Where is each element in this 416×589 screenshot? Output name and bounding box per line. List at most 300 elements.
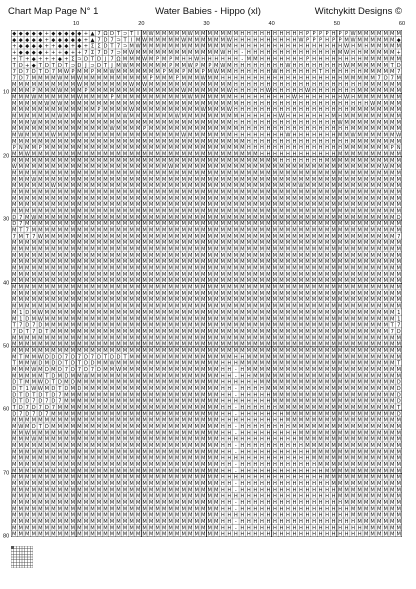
chart-symbol: M <box>51 126 55 132</box>
chart-symbol: M <box>194 44 198 50</box>
chart-symbol: M <box>390 487 394 493</box>
chart-symbol: M <box>318 386 322 392</box>
chart-symbol: M <box>168 240 172 246</box>
chart-symbol: M <box>58 310 62 316</box>
chart-symbol: M <box>221 234 225 240</box>
chart-symbol: M <box>38 278 42 284</box>
chart-symbol: M <box>312 215 316 221</box>
chart-symbol: M <box>221 209 225 215</box>
chart-symbol: M <box>84 310 88 316</box>
chart-symbol: H <box>319 468 323 474</box>
chart-symbol: P <box>306 37 309 43</box>
chart-symbol: M <box>142 354 146 360</box>
chart-symbol: M <box>390 37 394 43</box>
chart-symbol: M <box>273 234 277 240</box>
chart-symbol: M <box>97 380 101 386</box>
chart-symbol: M <box>279 164 283 170</box>
chart-symbol: M <box>162 500 166 506</box>
chart-symbol: H <box>312 506 316 512</box>
chart-symbol: M <box>292 405 296 411</box>
chart-symbol: M <box>214 468 218 474</box>
chart-symbol: H <box>273 405 277 411</box>
chart-symbol: M <box>194 202 198 208</box>
chart-symbol: M <box>181 196 185 202</box>
chart-symbol: H <box>260 126 264 132</box>
chart-symbol: H <box>332 44 336 50</box>
chart-symbol: M <box>357 468 361 474</box>
chart-symbol: H <box>299 519 303 525</box>
chart-symbol: M <box>90 449 94 455</box>
chart-symbol: M <box>64 481 68 487</box>
chart-symbol: M <box>383 449 387 455</box>
chart-symbol: M <box>45 158 49 164</box>
chart-symbol: M <box>214 310 218 316</box>
chart-symbol: M <box>351 215 355 221</box>
chart-symbol: M <box>58 316 62 322</box>
chart-symbol: M <box>266 272 270 278</box>
chart-symbol: 7 <box>378 75 381 81</box>
chart-symbol: M <box>38 506 42 512</box>
chart-symbol: M <box>90 468 94 474</box>
chart-symbol: M <box>136 120 140 126</box>
chart-symbol: M <box>201 437 205 443</box>
chart-symbol: M <box>357 297 361 303</box>
chart-symbol: M <box>344 316 348 322</box>
chart-symbol: M <box>325 418 329 424</box>
chart-symbol: M <box>77 443 81 449</box>
chart-symbol: M <box>357 209 361 215</box>
chart-symbol: M <box>286 247 290 253</box>
chart-symbol: M <box>370 506 374 512</box>
chart-symbol: H <box>345 532 349 537</box>
chart-symbol: M <box>188 190 192 196</box>
chart-symbol: M <box>38 418 42 424</box>
chart-symbol: M <box>194 418 198 424</box>
chart-symbol: M <box>377 151 381 157</box>
chart-symbol: M <box>58 177 62 183</box>
chart-symbol: M <box>90 487 94 493</box>
chart-symbol: M <box>247 354 251 360</box>
chart-symbol: M <box>32 285 36 291</box>
chart-symbol: M <box>64 88 68 94</box>
chart-symbol: M <box>338 234 342 240</box>
chart-symbol: M <box>338 468 342 474</box>
chart-symbol: M <box>51 234 55 240</box>
chart-symbol: M <box>344 234 348 240</box>
chart-symbol: M <box>155 519 159 525</box>
chart-symbol: M <box>201 31 205 37</box>
chart-symbol: M <box>240 145 244 151</box>
chart-symbol: M <box>12 475 16 481</box>
chart-symbol: M <box>194 424 198 430</box>
chart-symbol: M <box>188 335 192 341</box>
chart-symbol: T <box>38 424 43 430</box>
chart-symbol: H <box>266 120 270 126</box>
chart-symbol: M <box>25 456 29 462</box>
chart-symbol: M <box>97 462 101 468</box>
chart-symbol: H <box>306 107 310 113</box>
chart-symbol: M <box>84 475 88 481</box>
chart-symbol: M <box>344 240 348 246</box>
chart-symbol: M <box>377 247 381 253</box>
chart-symbol: M <box>110 342 114 348</box>
chart-symbol: M <box>201 145 205 151</box>
chart-symbol: W <box>116 367 121 373</box>
chart-symbol: M <box>273 158 277 164</box>
chart-symbol: M <box>149 221 153 227</box>
chart-symbol: H <box>306 132 310 138</box>
chart-symbol: M <box>136 221 140 227</box>
chart-symbol: M <box>312 310 316 316</box>
chart-symbol: M <box>383 399 387 405</box>
chart-symbol: M <box>71 342 75 348</box>
chart-symbol: W <box>77 75 82 81</box>
chart-symbol: M <box>377 139 381 145</box>
chart-symbol: H <box>260 500 264 506</box>
chart-symbol: M <box>396 449 400 455</box>
chart-symbol: M <box>188 354 192 360</box>
chart-symbol: M <box>344 456 348 462</box>
chart-symbol: H <box>332 139 336 145</box>
chart-symbol: M <box>364 126 368 132</box>
chart-symbol: M <box>364 82 368 88</box>
chart-symbol: M <box>201 500 205 506</box>
chart-symbol: M <box>84 139 88 145</box>
chart-symbol: M <box>175 170 179 176</box>
chart-symbol: M <box>38 525 42 531</box>
chart-symbol: M <box>286 361 290 367</box>
chart-symbol: M <box>162 145 166 151</box>
chart-symbol: H <box>332 107 336 113</box>
chart-symbol: M <box>84 437 88 443</box>
chart-symbol: M <box>175 228 179 234</box>
chart-symbol: H <box>253 468 257 474</box>
chart-symbol: H <box>286 424 290 430</box>
chart-symbol: H <box>306 101 310 107</box>
chart-symbol: H <box>286 532 290 537</box>
chart-symbol: M <box>123 145 127 151</box>
chart-symbol: M <box>331 316 335 322</box>
chart-symbol: H <box>299 126 303 132</box>
chart-symbol: M <box>123 240 127 246</box>
chart-symbol: M <box>90 145 94 151</box>
chart-symbol: M <box>370 253 374 259</box>
chart-symbol: M <box>227 323 231 329</box>
chart-symbol: M <box>364 266 368 272</box>
chart-symbol: M <box>390 468 394 474</box>
chart-symbol: M <box>19 291 23 297</box>
chart-symbol: ◆ <box>12 31 16 37</box>
chart-symbol: M <box>325 170 329 176</box>
chart-symbol: M <box>77 456 81 462</box>
chart-symbol: H <box>234 44 238 50</box>
chart-symbol: M <box>162 399 166 405</box>
chart-symbol: M <box>149 329 153 335</box>
chart-symbol: M <box>45 386 49 392</box>
chart-symbol: M <box>129 253 133 259</box>
chart-symbol: M <box>123 107 127 113</box>
chart-symbol: T <box>122 37 127 43</box>
chart-symbol: M <box>292 209 296 215</box>
chart-symbol: M <box>364 75 368 81</box>
chart-symbol: M <box>279 399 283 405</box>
chart-symbol: M <box>194 151 198 157</box>
chart-symbol: M <box>240 323 244 329</box>
chart-symbol: M <box>71 348 75 354</box>
chart-symbol: M <box>396 475 400 481</box>
chart-symbol: M <box>188 253 192 259</box>
chart-symbol: M <box>357 361 361 367</box>
chart-symbol: M <box>396 113 400 119</box>
chart-symbol: M <box>364 190 368 196</box>
chart-symbol: M <box>155 449 159 455</box>
chart-symbol: M <box>390 196 394 202</box>
chart-symbol: M <box>266 278 270 284</box>
chart-symbol: M <box>377 196 381 202</box>
chart-symbol: H <box>247 487 251 493</box>
chart-symbol: M <box>116 329 120 335</box>
chart-symbol: M <box>351 418 355 424</box>
chart-symbol: M <box>77 373 81 379</box>
chart-symbol: M <box>338 202 342 208</box>
chart-symbol: M <box>168 247 172 253</box>
chart-symbol: M <box>168 177 172 183</box>
chart-symbol: H <box>325 506 329 512</box>
chart-symbol: ◆ <box>25 44 29 50</box>
chart-symbol: M <box>208 170 212 176</box>
chart-symbol: H <box>293 519 297 525</box>
chart-symbol: M <box>208 392 212 398</box>
chart-symbol: M <box>208 373 212 379</box>
chart-symbol: H <box>319 475 323 481</box>
chart-symbol: M <box>338 348 342 354</box>
chart-symbol: M <box>25 354 29 360</box>
chart-symbol: D <box>71 361 75 367</box>
chart-symbol: M <box>181 348 185 354</box>
chart-symbol: M <box>142 487 146 493</box>
chart-symbol: M <box>162 532 166 537</box>
chart-symbol: H <box>312 107 316 113</box>
chart-symbol: M <box>331 164 335 170</box>
chart-symbol: M <box>312 209 316 215</box>
chart-symbol: M <box>338 354 342 360</box>
chart-symbol: M <box>142 259 146 265</box>
chart-symbol: M <box>221 228 225 234</box>
chart-symbol: M <box>181 158 185 164</box>
chart-symbol: M <box>162 209 166 215</box>
chart-symbol: M <box>194 361 198 367</box>
chart-symbol: M <box>97 240 101 246</box>
chart-symbol: M <box>208 316 212 322</box>
chart-symbol: M <box>175 475 179 481</box>
chart-symbol: M <box>19 107 23 113</box>
chart-symbol: M <box>116 519 120 525</box>
chart-symbol: M <box>201 82 205 88</box>
chart-symbol: M <box>312 196 316 202</box>
chart-symbol: M <box>325 437 329 443</box>
chart-symbol: M <box>142 190 146 196</box>
chart-symbol: M <box>396 348 400 354</box>
chart-symbol: M <box>240 190 244 196</box>
chart-symbol: M <box>181 202 185 208</box>
chart-symbol: M <box>253 348 257 354</box>
chart-symbol: M <box>168 266 172 272</box>
chart-symbol: M <box>214 386 218 392</box>
chart-symbol: M <box>77 437 81 443</box>
chart-symbol: M <box>162 506 166 512</box>
chart-symbol: M <box>142 335 146 341</box>
chart-symbol: M <box>58 253 62 259</box>
chart-symbol: M <box>110 494 114 500</box>
chart-symbol: H <box>286 500 290 506</box>
chart-symbol: M <box>175 259 179 265</box>
chart-symbol: M <box>155 69 159 75</box>
chart-symbol: M <box>312 202 316 208</box>
chart-symbol: P <box>312 31 315 37</box>
chart-symbol: M <box>123 94 127 100</box>
chart-symbol: M <box>90 113 94 119</box>
chart-symbol: T <box>129 31 134 37</box>
chart-symbol: M <box>58 500 62 506</box>
chart-symbol: M <box>279 316 283 322</box>
chart-symbol: M <box>168 373 172 379</box>
chart-symbol: H <box>351 525 355 531</box>
chart-symbol: M <box>25 259 29 265</box>
chart-symbol: H <box>345 525 349 531</box>
chart-symbol: H <box>325 75 329 81</box>
chart-symbol: M <box>116 259 120 265</box>
chart-symbol: H <box>306 456 310 462</box>
chart-symbol: M <box>390 126 394 132</box>
chart-symbol: M <box>25 494 29 500</box>
chart-symbol: M <box>390 50 394 56</box>
chart-symbol: M <box>110 291 114 297</box>
chart-symbol: H <box>345 513 349 519</box>
chart-symbol: M <box>221 348 225 354</box>
chart-symbol: M <box>390 310 394 316</box>
chart-symbol: M <box>149 164 153 170</box>
chart-symbol: H <box>279 126 283 132</box>
chart-symbol: M <box>396 373 400 379</box>
chart-symbol: M <box>116 437 120 443</box>
chart-symbol: H <box>273 500 277 506</box>
chart-symbol: M <box>12 348 16 354</box>
chart-symbol: M <box>181 456 185 462</box>
chart-symbol: M <box>201 158 205 164</box>
chart-symbol: M <box>299 411 303 417</box>
chart-symbol: W <box>77 82 82 88</box>
chart-symbol: M <box>390 297 394 303</box>
chart-symbol: M <box>149 513 153 519</box>
chart-symbol: D <box>45 63 49 69</box>
chart-symbol: M <box>364 50 368 56</box>
chart-symbol: M <box>175 399 179 405</box>
chart-symbol: M <box>305 430 309 436</box>
chart-symbol: M <box>123 342 127 348</box>
chart-symbol: M <box>247 183 251 189</box>
chart-symbol: 7 <box>13 234 16 240</box>
chart-symbol: M <box>279 297 283 303</box>
chart-symbol: H <box>221 500 225 506</box>
chart-symbol: M <box>116 373 120 379</box>
chart-symbol: H <box>240 37 244 43</box>
chart-symbol: M <box>71 329 75 335</box>
chart-symbol: M <box>142 405 146 411</box>
chart-symbol: M <box>12 291 16 297</box>
chart-symbol: M <box>142 494 146 500</box>
chart-symbol: M <box>370 462 374 468</box>
chart-symbol: M <box>168 405 172 411</box>
chart-symbol: H <box>286 37 290 43</box>
chart-symbol: M <box>142 170 146 176</box>
chart-symbol: M <box>299 177 303 183</box>
chart-symbol: M <box>45 88 49 94</box>
chart-symbol: M <box>344 462 348 468</box>
chart-symbol: H <box>332 50 336 56</box>
chart-symbol: M <box>396 177 400 183</box>
chart-symbol: H <box>306 75 310 81</box>
chart-symbol: M <box>129 437 133 443</box>
chart-symbol: M <box>377 164 381 170</box>
chart-symbol: M <box>64 113 68 119</box>
chart-symbol: M <box>162 386 166 392</box>
chart-symbol: M <box>194 532 198 537</box>
chart-symbol: M <box>312 253 316 259</box>
chart-symbol: M <box>221 183 225 189</box>
chart-symbol: M <box>51 310 55 316</box>
chart-symbol: M <box>64 240 68 246</box>
chart-symbol: M <box>64 291 68 297</box>
chart-symbol: M <box>344 297 348 303</box>
chart-symbol: 7 <box>397 323 400 329</box>
chart-symbol: M <box>351 335 355 341</box>
chart-symbol: M <box>351 107 355 113</box>
chart-symbol: M <box>136 94 140 100</box>
chart-symbol: M <box>396 456 400 462</box>
chart-symbol: H <box>234 380 238 386</box>
chart-symbol: M <box>351 177 355 183</box>
chart-symbol: M <box>331 430 335 436</box>
chart-symbol: H <box>253 462 257 468</box>
chart-symbol: M <box>390 437 394 443</box>
chart-symbol: H <box>293 487 297 493</box>
chart-symbol: M <box>116 386 120 392</box>
chart-symbol: M <box>45 240 49 246</box>
chart-symbol: D <box>51 399 55 405</box>
chart-symbol: M <box>221 202 225 208</box>
chart-symbol: M <box>149 342 153 348</box>
chart-symbol: M <box>214 323 218 329</box>
chart-symbol: M <box>175 418 179 424</box>
chart-symbol: M <box>286 373 290 379</box>
chart-symbol: H <box>279 468 283 474</box>
chart-symbol: M <box>45 126 49 132</box>
chart-symbol: M <box>38 285 42 291</box>
chart-symbol: P <box>391 145 394 151</box>
chart-symbol: H <box>293 113 297 119</box>
chart-symbol: H <box>227 392 231 398</box>
chart-symbol: M <box>175 266 179 272</box>
chart-symbol: W <box>266 88 271 94</box>
chart-symbol: M <box>149 190 153 196</box>
chart-symbol: M <box>168 437 172 443</box>
chart-symbol: H <box>240 63 244 69</box>
chart-symbol: 1 <box>397 316 400 322</box>
chart-symbol: M <box>58 202 62 208</box>
chart-symbol: W <box>194 56 199 62</box>
chart-symbol: M <box>32 82 36 88</box>
chart-symbol: M <box>318 392 322 398</box>
